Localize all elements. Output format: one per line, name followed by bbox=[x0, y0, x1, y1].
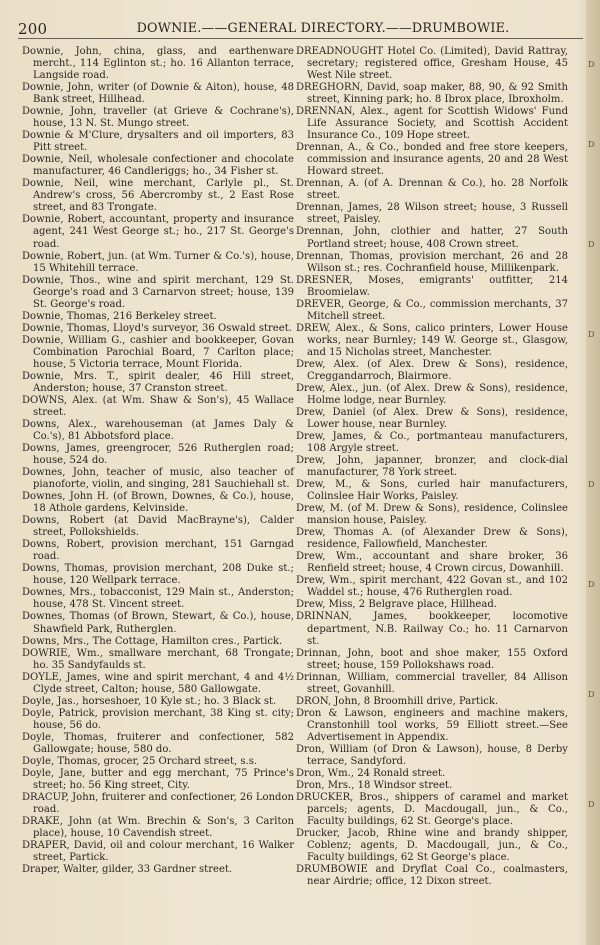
directory-entry: DRENNAN, Alex., agent for Scottish Widows' Fund Life Assurance Society, and Scottish Accident Insurance Co., 109 Hope street. bbox=[296, 106, 568, 142]
directory-entry: Drew, Daniel (of Alex. Drew & Sons), residence, Lower house, near Burnley. bbox=[296, 406, 568, 430]
directory-entry: Drew, M., & Sons, curled hair manufacturers, Colinslee Hair Works, Paisley. bbox=[296, 479, 568, 503]
directory-entry: Dron, Wm., 24 Ronald street. bbox=[296, 767, 446, 779]
left-column bbox=[22, 46, 294, 876]
directory-entry: Drew, Wm., spirit merchant, 422 Govan st., and 102 Waddel st.; house, 476 Rutherglen road. bbox=[296, 575, 568, 599]
directory-entry: DRACUP, John, fruiterer and confectioner, 26 London road. bbox=[22, 791, 294, 815]
directory-entry: Drew, Miss, 2 Belgrave place, Hillhead. bbox=[296, 599, 497, 611]
directory-entry: Drennan, John, clothier and hatter, 27 South Portland street; house, 408 Crown street. bbox=[296, 226, 568, 250]
directory-entry: DOWNS, Alex. (at Wm. Shaw & Son's), 45 Wallace street. bbox=[22, 394, 294, 418]
spine-letter: D bbox=[588, 330, 595, 339]
running-header bbox=[18, 20, 583, 38]
directory-entry: Drinnan, John, boot and shoe maker, 155 Oxford street; house, 159 Pollokshaws road. bbox=[296, 647, 568, 671]
directory-entry: Doyle, Jas., horseshoer, 10 Kyle st.; ho. 3 Black st. bbox=[22, 695, 277, 707]
directory-entry: Downs, Robert (at David MacBrayne's), Calder street, Pollokshields. bbox=[22, 515, 294, 539]
directory-entry: Drucker, Jacob, Rhine wine and brandy shipper, Coblenz; agents, D. Macdougall, jun., & Co., Faculty buildings, 62 St George's place. bbox=[296, 828, 568, 864]
spine-letter: D bbox=[588, 480, 595, 489]
directory-entry: Doyle, Patrick, provision merchant, 38 King st. city; house, 56 do. bbox=[22, 707, 294, 731]
directory-entry: Drew, Alex. (of Alex. Drew & Sons), residence, Creggandarroch, Blairmore. bbox=[296, 358, 568, 382]
directory-entry: Downie, Thos., wine and spirit merchant, 129 St. George's road and 3 Carnarvon street; house, 139 St. George's road. bbox=[22, 274, 294, 310]
directory-entry: Downie, Thomas, Lloyd's surveyor, 36 Oswald street. bbox=[22, 322, 292, 334]
directory-entry: Drennan, A., & Co., bonded and free store keepers, commission and insurance agents, 20 and 28 West Howard street. bbox=[296, 142, 568, 178]
directory-entry: Downes, Mrs., tobacconist, 129 Main st., Anderston; house, 478 St. Vincent street. bbox=[22, 587, 294, 611]
directory-entry: DOYLE, James, wine and spirit merchant, 4 and 4½ Clyde street, Calton; house, 580 Gallowgate. bbox=[22, 671, 294, 695]
directory-entry: Drew, James, & Co., portmanteau manufacturers, 108 Argyle street. bbox=[296, 431, 568, 455]
directory-entry: Downs, Robert, provision merchant, 151 Garngad road. bbox=[22, 539, 294, 563]
directory-entry: DRUMBOWIE and Dryflat Coal Co., coalmasters, near Airdrie; office, 12 Dixon street. bbox=[296, 864, 568, 888]
directory-entry: Downie, John, writer (of Downie & Aiton), house, 48 Bank street, Hillhead. bbox=[22, 82, 294, 106]
directory-entry: Drew, Wm., accountant and share broker, 36 Renfield street; house, 4 Crown circus, Dowanhill. bbox=[296, 551, 568, 575]
directory-entry: Drew, John, japanner, bronzer, and clock-dial manufacturer, 78 York street. bbox=[296, 455, 568, 479]
directory-entry: DREVER, George, & Co., commission merchants, 37 Mitchell street. bbox=[296, 298, 568, 322]
header-rule bbox=[18, 38, 583, 39]
spine-letter: D bbox=[588, 240, 595, 249]
directory-entry: Drinnan, William, commercial traveller, 84 Allison street, Govanhill. bbox=[296, 671, 568, 695]
directory-entry: DRINNAN, James, bookkeeper, locomotive department, N.B. Railway Co.; ho. 11 Carnarvon st. bbox=[296, 611, 568, 647]
directory-entry: Downie, Mrs. T., spirit dealer, 46 Hill street, Anderston; house, 37 Cranston street. bbox=[22, 370, 294, 394]
directory-entry: Downie, Robert, jun. (at Wm. Turner & Co.'s), house, 15 Whitehill terrace. bbox=[22, 250, 294, 274]
directory-entry: DRAPER, David, oil and colour merchant, 16 Walker street, Partick. bbox=[22, 840, 294, 864]
page-title: DOWNIE.——GENERAL DIRECTORY.——DRUMBOWIE. bbox=[136, 21, 510, 36]
directory-entry: Downs, Thomas, provision merchant, 208 Duke st.; house, 120 Wellpark terrace. bbox=[22, 563, 294, 587]
directory-entry: DREGHORN, David, soap maker, 88, 90, & 92 Smith street, Kinning park; ho. 8 Ibrox place, Ibroxholm. bbox=[296, 82, 568, 106]
directory-entry: Downes, Thomas (of Brown, Stewart, & Co.), house, Shawfield Park, Rutherglen. bbox=[22, 611, 294, 635]
directory-entry: Downie, Robert, accountant, property and insurance agent, 241 West George st.; ho., 217 St. George's road. bbox=[22, 214, 294, 250]
spine-letter: D bbox=[588, 140, 595, 149]
directory-entry: DRESNER, Moses, emigrants' outfitter, 214 Broomielaw. bbox=[296, 274, 568, 298]
directory-entry: DRON, John, 8 Broomhill drive, Partick. bbox=[296, 695, 499, 707]
directory-entry: Downie, Neil, wholesale confectioner and chocolate manufacturer, 46 Candleriggs; ho., 34 Fisher st. bbox=[22, 154, 294, 178]
directory-entry: Doyle, Thomas, fruiterer and confectioner, 582 Gallowgate; house, 580 do. bbox=[22, 731, 294, 755]
directory-entry: Draper, Walter, gilder, 33 Gardner street. bbox=[22, 864, 233, 876]
directory-entry: Drew, M. (of M. Drew & Sons), residence, Colinslee mansion house, Paisley. bbox=[296, 503, 568, 527]
directory-entry: Downs, Alex., warehouseman (at James Daly & Co.'s), 81 Abbotsford place. bbox=[22, 418, 294, 442]
directory-entry: Downs, James, greengrocer, 526 Rutherglen road; house, 524 do. bbox=[22, 443, 294, 467]
right-column bbox=[296, 46, 568, 888]
directory-entry: Downie, Neil, wine merchant, Carlyle pl., St. Andrew's cross, 56 Abercromby st., 2 East Rose street, and 83 Trongate. bbox=[22, 178, 294, 214]
directory-entry: DOWRIE, Wm., smallware merchant, 68 Trongate; ho. 35 Sandyfaulds st. bbox=[22, 647, 294, 671]
directory-entry: Dron & Lawson, engineers and machine makers, Cranstonhill tool works, 59 Elliott street.—See Advertisement in Appendix. bbox=[296, 707, 568, 743]
directory-entry: Drew, Alex., jun. (of Alex. Drew & Sons), residence, Holme lodge, near Burnley. bbox=[296, 382, 568, 406]
directory-entry: DREW, Alex., & Sons, calico printers, Lower House works, near Burnley; 149 W. George st., Glasgow, and 15 Nicholas street, Manchester. bbox=[296, 322, 568, 358]
directory-entry: Drew, Thomas A. (of Alexander Drew & Sons), residence, Fallowfield, Manchester. bbox=[296, 527, 568, 551]
directory-entry: Downes, John, teacher of music, also teacher of pianoforte, violin, and singing, 281 Sauchiehall st. bbox=[22, 467, 294, 491]
directory-entry: Downes, John H. (of Brown, Downes, & Co.), house, 18 Athole gardens, Kelvinside. bbox=[22, 491, 294, 515]
directory-entry: Downie, William G., cashier and bookkeeper, Govan Combination Parochial Board, 7 Carlton place; house, 5 Victoria terrace, Mount Florida. bbox=[22, 334, 294, 370]
directory-entry: Downs, Mrs., The Cottage, Hamilton cres., Partick. bbox=[22, 635, 283, 647]
directory-entry: Drennan, James, 28 Wilson street; house, 3 Russell street, Paisley. bbox=[296, 202, 568, 226]
spine-letter: D bbox=[588, 580, 595, 589]
directory-entry: Doyle, Thomas, grocer, 25 Orchard street, s.s. bbox=[22, 755, 258, 767]
directory-entry: Drennan, Thomas, provision merchant, 26 and 28 Wilson st.; res. Cochranfield house, Millikenpark. bbox=[296, 250, 568, 274]
directory-entry: DREADNOUGHT Hotel Co. (Limited), David Rattray, secretary; registered office, Gresham House, 45 West Nile street. bbox=[296, 46, 568, 82]
directory-entry: Drennan, A. (of A. Drennan & Co.), ho. 28 Norfolk street. bbox=[296, 178, 568, 202]
directory-entry: DRAKE, John (at Wm. Brechin & Son's, 3 Carlton place), house, 10 Cavendish street. bbox=[22, 816, 294, 840]
page-number: 200 bbox=[18, 20, 48, 38]
spine-letter: D bbox=[588, 60, 595, 69]
spine-letter: D bbox=[588, 690, 595, 699]
spine-letter: D bbox=[588, 800, 595, 809]
directory-entry: DRUCKER, Bros., shippers of caramel and market parcels; agents, D. Macdougall, jun., & Co., Faculty buildings, 62 St. George's place. bbox=[296, 791, 568, 827]
directory-entry: Downie, John, china, glass, and earthenware mercht., 114 Eglinton st.; ho. 16 Allanton terrace, Langside road. bbox=[22, 46, 294, 82]
directory-entry: Downie, Thomas, 216 Berkeley street. bbox=[22, 310, 217, 322]
binding-edge bbox=[586, 0, 600, 945]
directory-entry: Downie, John, traveller (at Grieve & Cochrane's), house, 13 N. St. Mungo street. bbox=[22, 106, 294, 130]
directory-entry: Dron, Mrs., 18 Windsor street. bbox=[296, 779, 453, 791]
directory-entry: Dron, William (of Dron & Lawson), house, 8 Derby terrace, Sandyford. bbox=[296, 743, 568, 767]
directory-entry: Downie & M'Clure, drysalters and oil importers, 83 Pitt street. bbox=[22, 130, 294, 154]
directory-entry: Doyle, Jane, butter and egg merchant, 75 Prince's street; ho. 56 King street, City. bbox=[22, 767, 294, 791]
